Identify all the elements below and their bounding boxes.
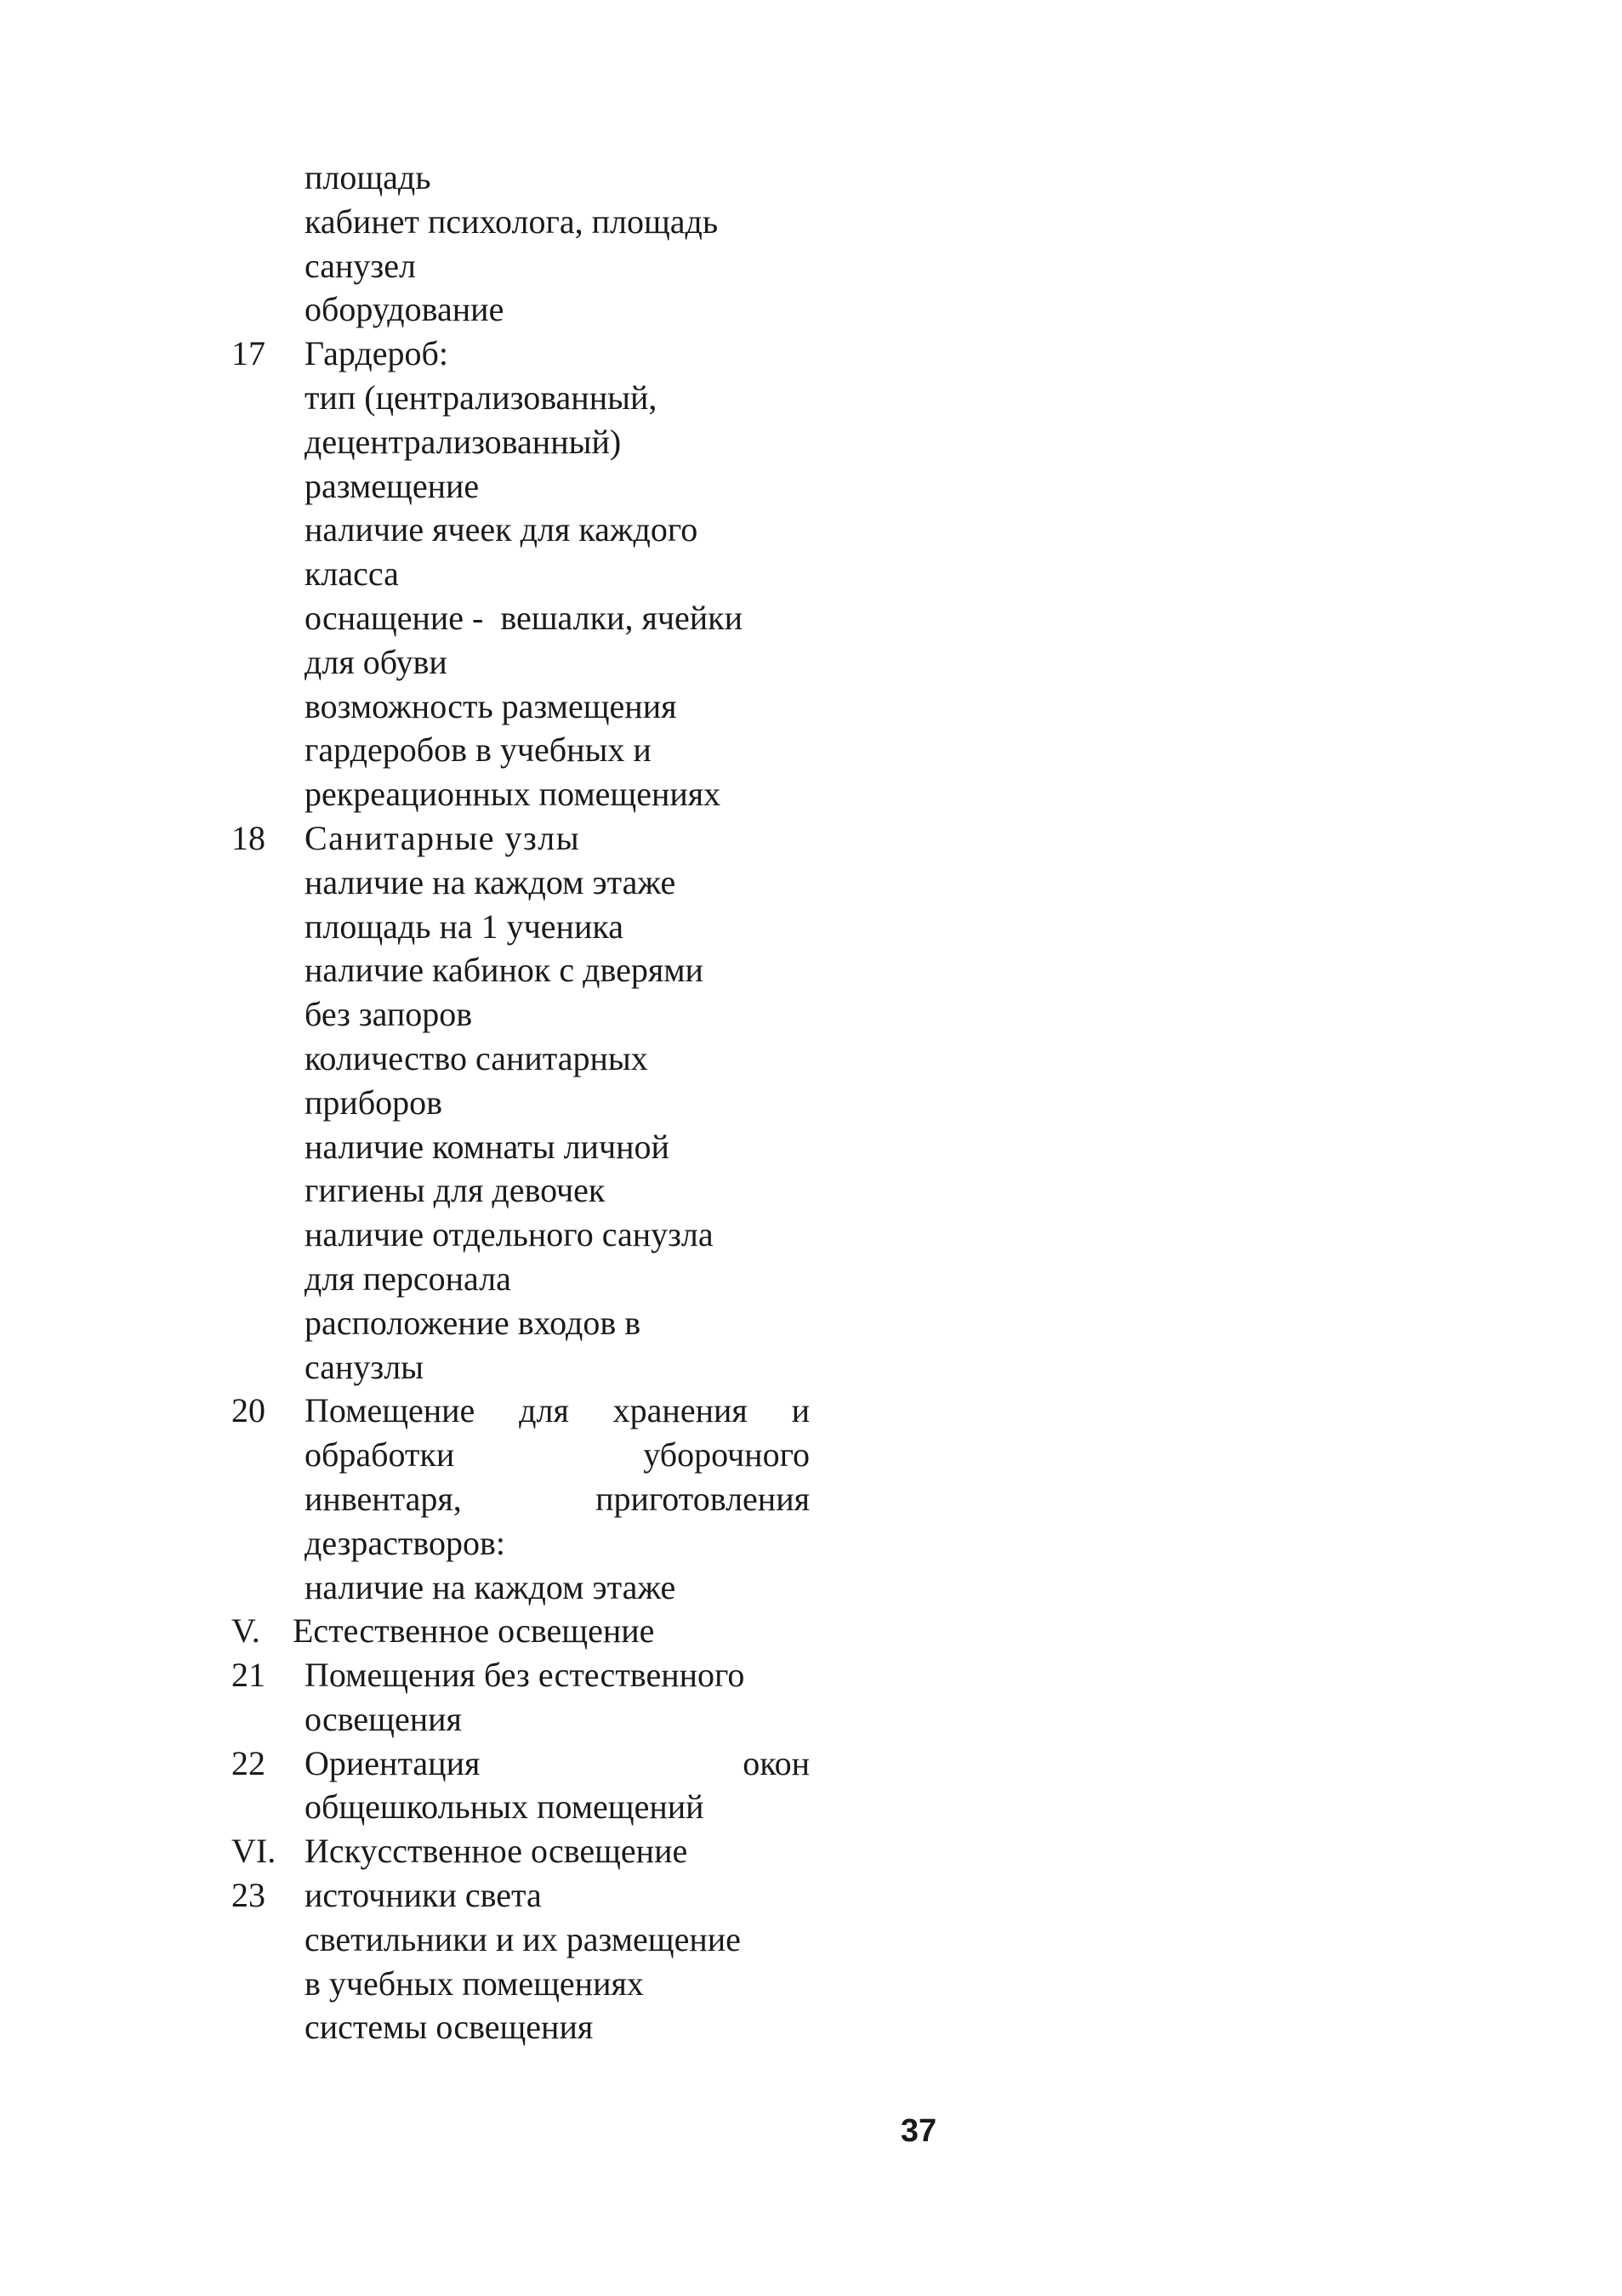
item-line-justified: [304, 1477, 810, 1521]
section-heading-vi: [231, 1829, 810, 1873]
item-line: освещения: [304, 1699, 462, 1738]
item-line: гардеробов в учебных и: [304, 730, 652, 770]
item-line: возможность размещения: [304, 686, 677, 725]
item-number: 18: [231, 818, 265, 857]
item-text: [304, 1653, 810, 1742]
item-line-justified: [304, 1433, 810, 1477]
item-line: наличие ячеек для каждого: [304, 510, 698, 549]
item-number: 22: [231, 1743, 265, 1782]
item-line: рекреационных помещениях: [304, 775, 721, 814]
section-numeral: V.: [231, 1611, 260, 1651]
item-line: источники света: [304, 1876, 542, 1915]
word: Ориентация: [304, 1743, 481, 1782]
list-item-22: [231, 1742, 810, 1830]
word: приготовления: [595, 1479, 810, 1518]
item-line: санузлы: [304, 1347, 424, 1386]
page-number: 37: [900, 2113, 937, 2149]
list-item-continued: [231, 156, 810, 332]
item-line-justified: [304, 1742, 810, 1786]
item-line: санузел: [304, 246, 416, 285]
item-line: общешкольных помещений: [304, 1787, 704, 1827]
item-line: расположение входов в: [304, 1303, 641, 1342]
item-line: светильники и их размещение: [304, 1919, 741, 1958]
item-line: наличие отдельного санузла: [304, 1215, 714, 1254]
item-line: без запоров: [304, 995, 473, 1034]
item-number: 17: [231, 334, 265, 373]
item-line: приборов: [304, 1083, 443, 1122]
item-line-justified: [304, 1389, 810, 1433]
item-text: [304, 1742, 810, 1830]
item-line: Санитарные узлы: [304, 818, 581, 857]
list-item-20: [231, 1389, 810, 1609]
item-text: [304, 332, 810, 816]
list-item-17: [231, 332, 810, 816]
item-line: для обуви: [304, 642, 447, 681]
word: для: [519, 1391, 569, 1430]
word: уборочного: [643, 1435, 810, 1475]
list-item-21: [231, 1653, 810, 1742]
item-line: гигиены для девочек: [304, 1171, 606, 1210]
item-line: площадь: [304, 158, 431, 196]
word: обработки: [304, 1435, 455, 1475]
item-number: 23: [231, 1876, 265, 1915]
section-numeral: VI.: [231, 1832, 276, 1871]
item-line: наличие комнаты личной: [304, 1127, 669, 1166]
item-line: кабинет психолога, площадь: [304, 202, 719, 241]
item-line: тип (централизованный,: [304, 378, 657, 417]
item-text: [304, 816, 810, 1389]
item-line: наличие на каждом этаже: [304, 1567, 676, 1606]
item-text: [304, 1389, 810, 1609]
word: хранения: [612, 1391, 748, 1430]
word: окон: [743, 1743, 810, 1782]
item-line: Гардероб:: [304, 334, 448, 373]
item-line: системы освещения: [304, 2008, 594, 2047]
item-line: наличие на каждом этаже: [304, 862, 676, 901]
word: и: [791, 1391, 810, 1430]
item-line: оснащение - вешалки, ячейки: [304, 598, 743, 637]
word: инвентаря,: [304, 1479, 462, 1518]
item-text: [304, 156, 810, 332]
word: Помещение: [304, 1391, 475, 1430]
item-line: Помещения без естественного: [304, 1656, 745, 1695]
item-line: площадь на 1 ученика: [304, 906, 623, 946]
section-title: Естественное освещение: [293, 1611, 655, 1651]
item-list: [231, 156, 810, 2049]
item-line: в учебных помещениях: [304, 1964, 644, 2003]
item-line: класса: [304, 554, 399, 594]
item-line: наличие кабинок с дверями: [304, 951, 703, 990]
item-number: 21: [231, 1656, 265, 1695]
section-heading-v: [231, 1609, 810, 1653]
section-title: Искусственное освещение: [304, 1832, 688, 1871]
item-line: децентрализованный): [304, 422, 622, 461]
list-item-18: [231, 816, 810, 1389]
item-number: 20: [231, 1391, 265, 1430]
item-text: [304, 1873, 810, 2049]
item-line: количество санитарных: [304, 1038, 648, 1077]
item-line: для персонала: [304, 1259, 511, 1298]
item-line: оборудование: [304, 290, 504, 329]
item-line: дезрастворов:: [304, 1523, 505, 1562]
item-line: размещение: [304, 466, 480, 505]
list-item-23: [231, 1873, 810, 2049]
